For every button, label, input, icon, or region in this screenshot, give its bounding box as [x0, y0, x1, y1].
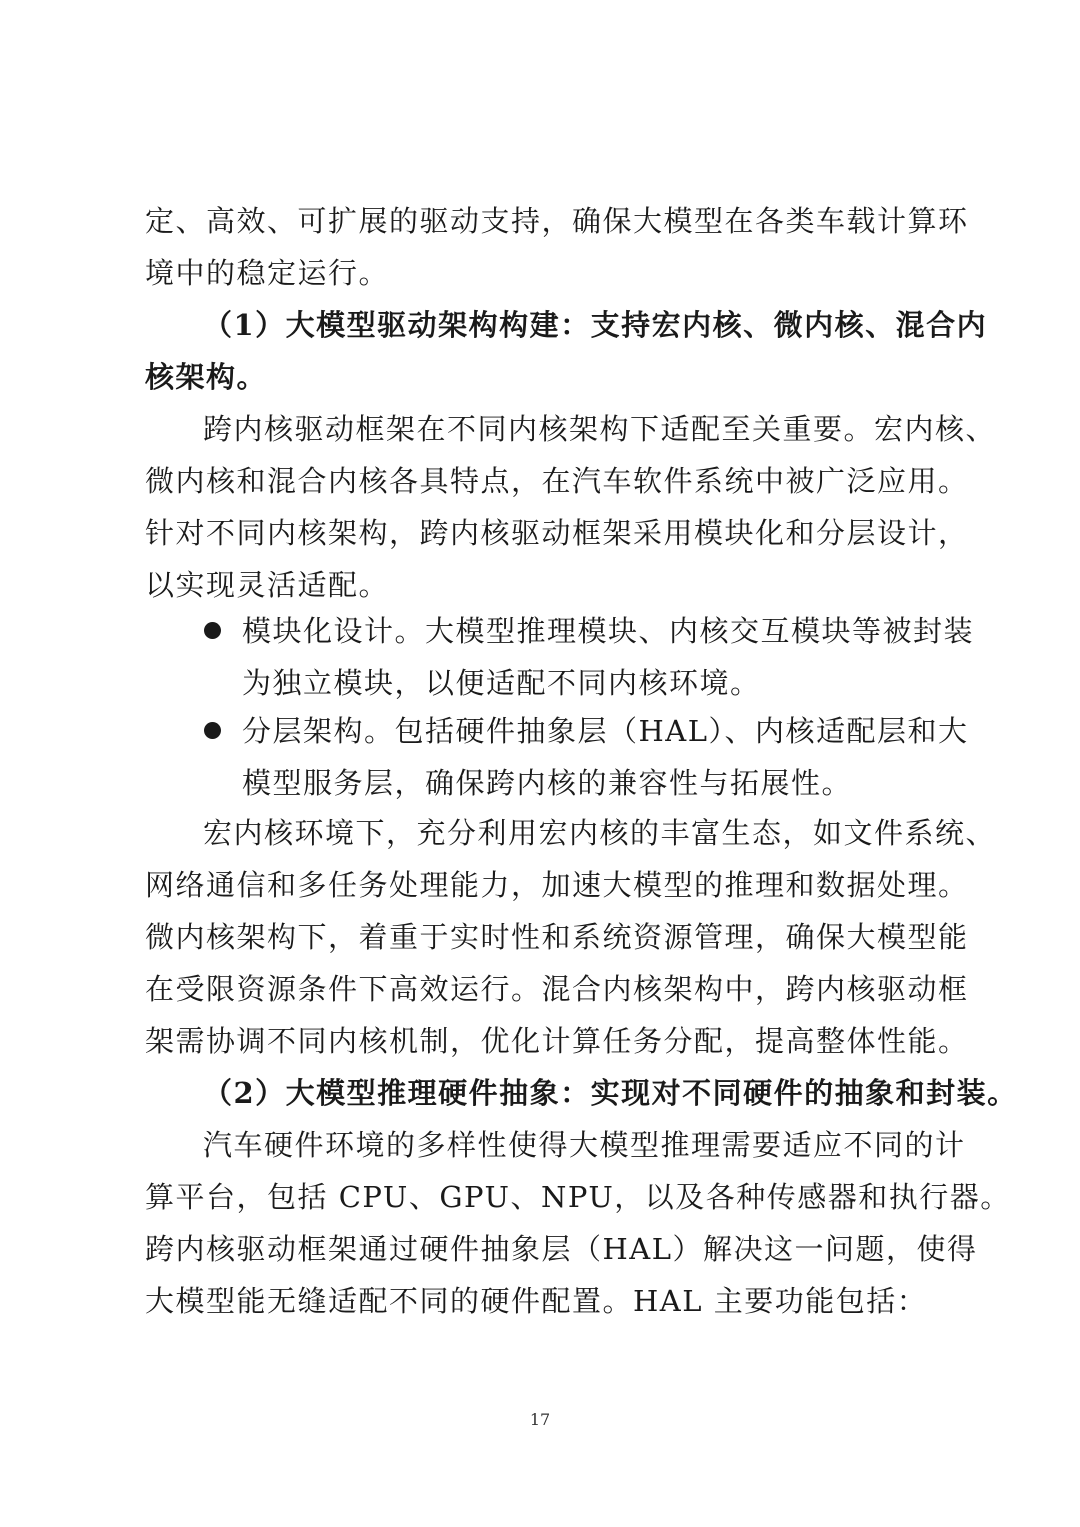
bullet-item-modular: 模块化设计。大模型推理模块、内核交互模块等被封装	[242, 614, 975, 648]
paragraph-line: 宏内核环境下，充分利用宏内核的丰富生态，如文件系统、	[203, 816, 997, 850]
section-heading-1-cont: 核架构。	[145, 360, 268, 394]
paragraph-line: 微内核架构下，着重于实时性和系统资源管理，确保大模型能	[145, 920, 969, 954]
paragraph-line: 跨内核驱动框架在不同内核架构下适配至关重要。宏内核、	[203, 412, 997, 446]
section-heading-2: （2）大模型推理硬件抽象：实现对不同硬件的抽象和封装。	[203, 1076, 1018, 1110]
paragraph-line: 大模型能无缝适配不同的硬件配置。HAL 主要功能包括：	[145, 1284, 928, 1318]
paragraph-line: 架需协调不同内核机制，优化计算任务分配，提高整体性能。	[145, 1024, 969, 1058]
paragraph-line: 微内核和混合内核各具特点，在汽车软件系统中被广泛应用。	[145, 464, 969, 498]
paragraph-line: 算平台，包括 CPU、GPU、NPU，以及各种传感器和执行器。	[145, 1180, 1011, 1214]
bullet-icon	[204, 622, 221, 639]
paragraph-line: 汽车硬件环境的多样性使得大模型推理需要适应不同的计	[203, 1128, 966, 1162]
section-heading-1: （1）大模型驱动架构构建：支持宏内核、微内核、混合内	[203, 308, 988, 342]
paragraph-line: 网络通信和多任务处理能力，加速大模型的推理和数据处理。	[145, 868, 969, 902]
bullet-item-modular-cont: 为独立模块，以便适配不同内核环境。	[242, 666, 761, 700]
paragraph-line: 以实现灵活适配。	[145, 568, 390, 602]
paragraph-line: 针对不同内核架构，跨内核驱动框架采用模块化和分层设计，	[145, 516, 969, 550]
page-number: 17	[529, 1410, 551, 1429]
paragraph-line: 在受限资源条件下高效运行。混合内核架构中，跨内核驱动框	[145, 972, 969, 1006]
bullet-item-layered: 分层架构。包括硬件抽象层（HAL）、内核适配层和大	[242, 714, 969, 748]
paragraph-line: 境中的稳定运行。	[145, 256, 390, 290]
bullet-icon	[204, 722, 221, 739]
bullet-item-layered-cont: 模型服务层，确保跨内核的兼容性与拓展性。	[242, 766, 853, 800]
paragraph-line: 定、高效、可扩展的驱动支持，确保大模型在各类车载计算环	[145, 204, 969, 238]
paragraph-line: 跨内核驱动框架通过硬件抽象层（HAL）解决这一问题，使得	[145, 1232, 978, 1266]
